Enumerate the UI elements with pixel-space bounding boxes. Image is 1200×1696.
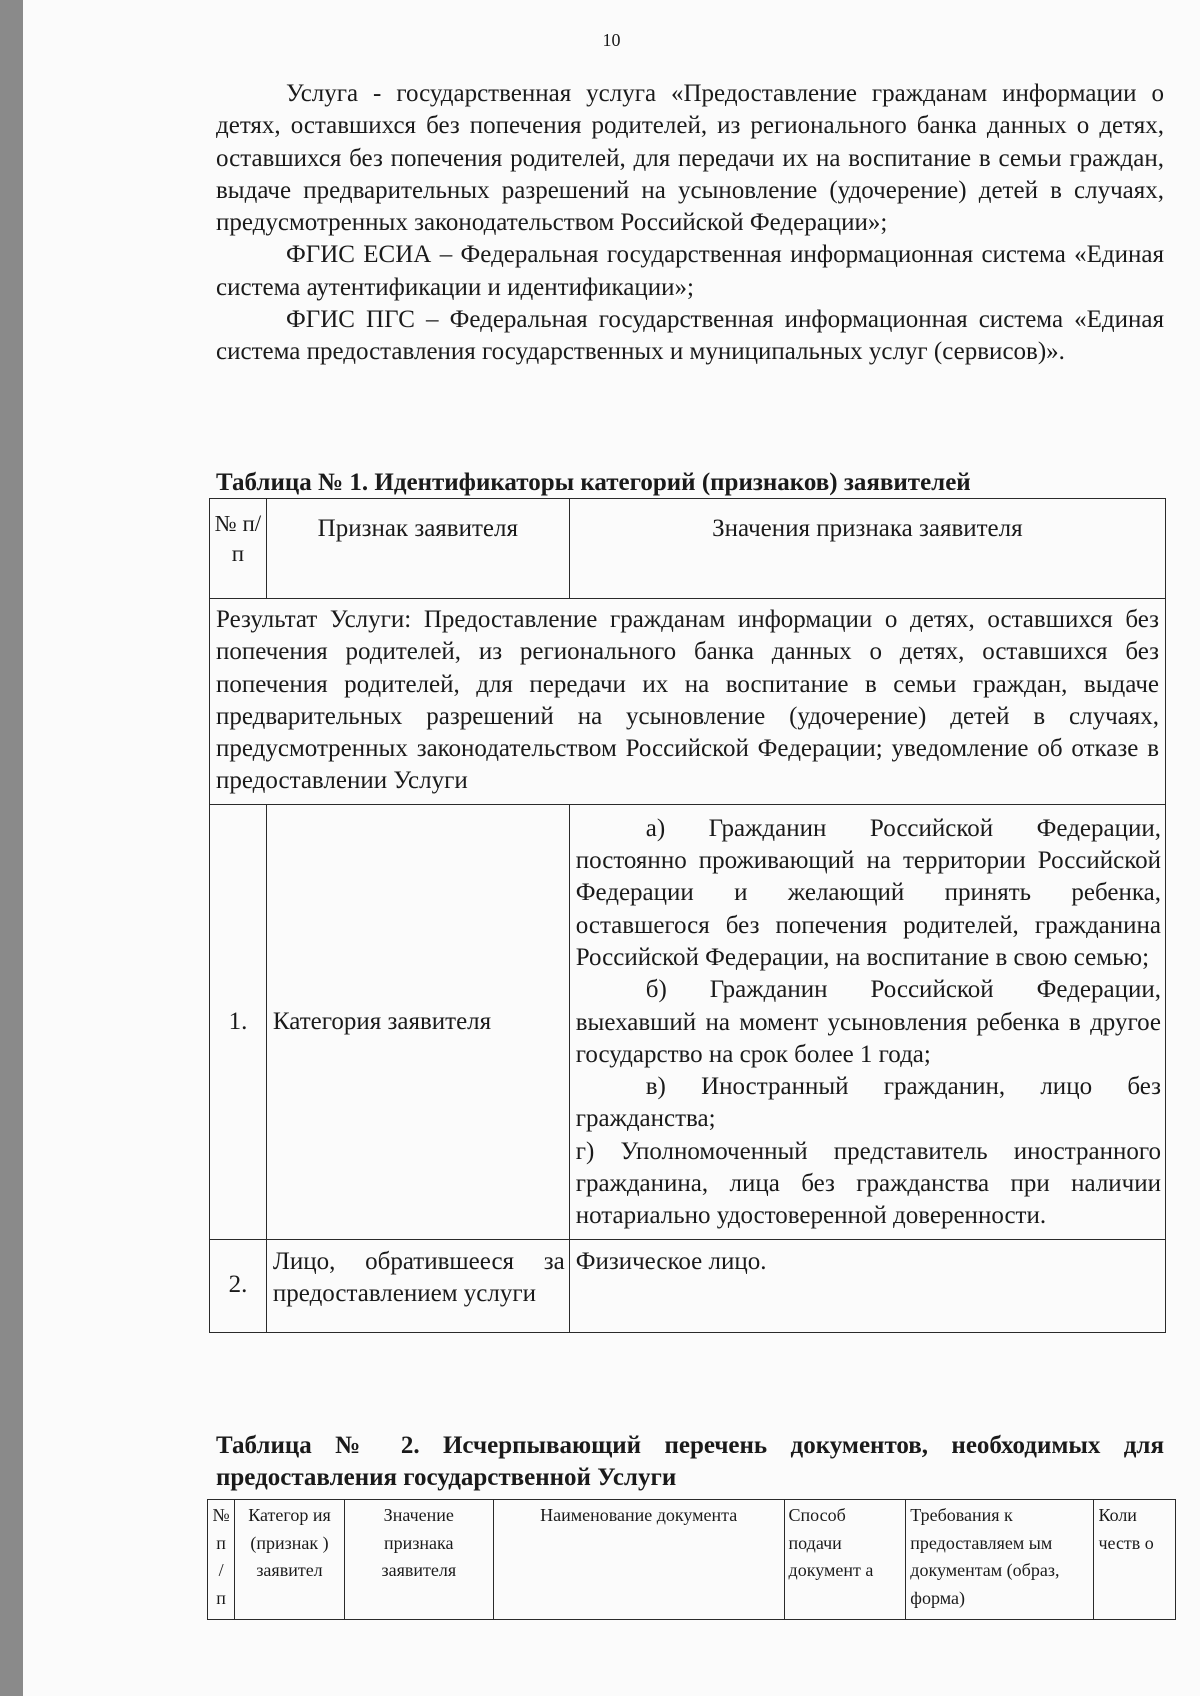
table2-header-row	[208, 1500, 1176, 1620]
header-number: № п / п	[208, 1500, 235, 1620]
value-item-a: а) Гражданин Российской Федерации, постоянно проживающий на территории Российской Федерации и желающий принять ребенка, оставшегося без попечения родителей, гражданина Российской Федерации, на воспитание в свою семью;	[575, 814, 1161, 971]
header-number: № п/п	[210, 499, 267, 599]
row-number: 1.	[210, 804, 267, 1239]
table1-result-row	[210, 599, 1166, 805]
header-document-name: Наименование документа	[493, 1500, 784, 1620]
table-row	[210, 804, 1166, 1239]
row-values	[569, 804, 1165, 1239]
documents-table	[207, 1499, 1176, 1620]
header-submission-method: Способ подачи документ а	[784, 1500, 906, 1620]
applicant-categories-table	[209, 498, 1166, 1333]
table1-header-row	[210, 499, 1166, 599]
header-attribute-value: Значение признака заявителя	[344, 1500, 493, 1620]
header-category: Категор ия (признак ) заявител	[235, 1500, 345, 1620]
service-result: Результат Услуги: Предоставление гражданам информации о детях, оставшихся без попечения родителей, из регионального банка данных о детях, оставшихся без попечения родителей, для передачи их на воспитание в семьи граждан, выдаче предварительных разрешений на усыновление (удочерение) детей в случаях, предусмотренных законодательством Российской Федерации; уведомление об отказе в предоставлении Услуги	[210, 599, 1166, 805]
intro-definitions	[216, 78, 1164, 369]
table2-caption: Таблица № 2. Исчерпывающий перечень документов, необходимых для предоставления государственной Услуги	[216, 1432, 1164, 1491]
definition-pgs: ФГИС ПГС – Федеральная государственная информационная система «Единая система предоставления государственных и муниципальных услуг (сервисов)».	[216, 306, 1164, 366]
definition-esia: ФГИС ЕСИА – Федеральная государственная информационная система «Единая система аутентификации и идентификации»;	[216, 241, 1164, 301]
document-page	[23, 0, 1200, 1696]
value-item-c: в) Иностранный гражданин, лицо без гражданства;	[575, 1073, 1161, 1133]
page-number: 10	[602, 30, 621, 50]
value-item-b: б) Гражданин Российской Федерации, выехавший на момент усыновления ребенка в другое государство на срок более 1 года;	[575, 976, 1161, 1068]
header-quantity: Коли честв о	[1094, 1500, 1176, 1620]
row-attribute: Категория заявителя	[266, 804, 569, 1239]
header-attribute: Признак заявителя	[266, 499, 569, 599]
row-value: Физическое лицо.	[569, 1239, 1165, 1332]
definition-service: Услуга - государственная услуга «Предоставление гражданам информации о детях, оставшихся без попечения родителей, из регионального банка данных о детях, оставшихся без попечения родителей, для передачи их на воспитание в семьи граждан, выдаче предварительных разрешений на усыновление (удочерение) детей в случаях, предусмотренных законодательством Российской Федерации»;	[216, 80, 1164, 237]
value-item-d: г) Уполномоченный представитель иностранного гражданина, лица без гражданства при наличии нотариально удостоверенной доверенности.	[575, 1137, 1161, 1230]
row-number: 2.	[210, 1239, 267, 1332]
row-attribute: Лицо, обратившееся за предоставлением услуги	[266, 1239, 569, 1332]
table1-caption: Таблица № 1. Идентификаторы категорий (признаков) заявителей	[216, 469, 971, 496]
header-requirements: Требования к предоставляем ым документам (образ, форма)	[906, 1500, 1094, 1620]
table-row	[210, 1239, 1166, 1332]
header-values: Значения признака заявителя	[569, 499, 1165, 599]
